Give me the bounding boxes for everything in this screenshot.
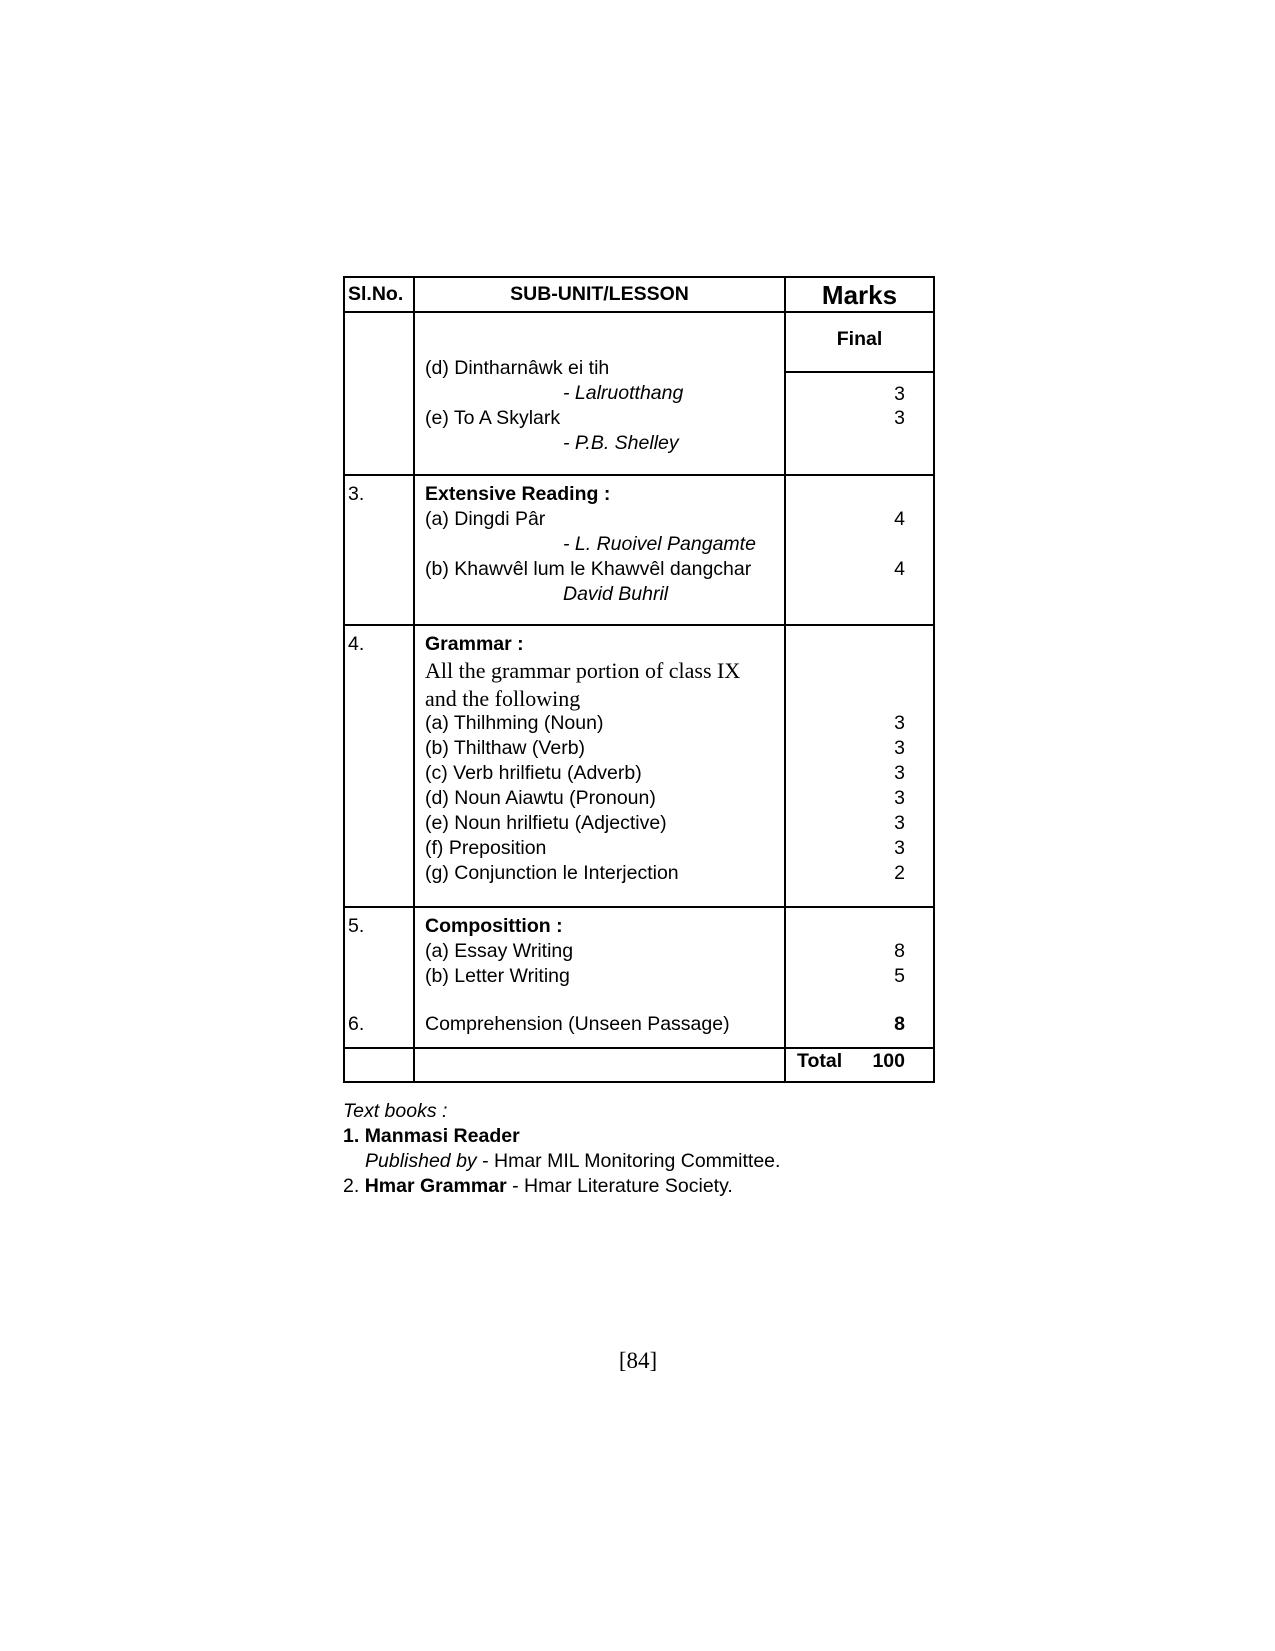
table-border-left xyxy=(343,276,345,1083)
table-border-bottom xyxy=(343,1081,935,1083)
row4-intro-line2: and the following xyxy=(425,686,581,711)
lesson-e-marks: 3 xyxy=(894,407,905,429)
row3-b-marks: 4 xyxy=(894,558,905,580)
lesson-d-title: (d) Dintharnâwk ei tih xyxy=(425,357,610,379)
lesson-d-author: - Lalruotthang xyxy=(563,382,684,404)
row5-a-marks: 8 xyxy=(894,940,905,962)
row-divider-3 xyxy=(343,474,935,476)
grammar-item-e: (e) Noun hrilfietu (Adjective) xyxy=(425,812,667,834)
row3-sl: 3. xyxy=(348,483,365,505)
textbook-1-prefix: 1. xyxy=(343,1125,365,1147)
row3-a-marks: 4 xyxy=(894,508,905,530)
textbooks-heading: Text books : xyxy=(343,1100,448,1122)
published-by-label: Published by xyxy=(365,1150,477,1172)
textbook-1-publisher: - Hmar MIL Monitoring Committee. xyxy=(476,1150,781,1172)
header-divider xyxy=(343,311,935,313)
textbook-1-publisher-line xyxy=(365,1149,780,1174)
grammar-item-a: (a) Thilhming (Noun) xyxy=(425,712,604,734)
textbook-1 xyxy=(343,1124,520,1149)
textbook-1-title: Manmasi Reader xyxy=(364,1125,520,1147)
table-border-right xyxy=(933,276,935,1083)
row4-heading: Grammar : xyxy=(425,633,524,655)
row3-b-author: David Buhril xyxy=(563,583,669,605)
col-divider-1 xyxy=(413,276,415,1083)
header-marks: Marks xyxy=(821,280,898,310)
row5-b-marks: 5 xyxy=(894,965,905,987)
header-final: Final xyxy=(836,328,883,350)
grammar-item-g-marks: 2 xyxy=(894,862,905,884)
row3-heading: Extensive Reading : xyxy=(425,483,611,505)
row-divider-4 xyxy=(343,624,935,626)
row3-b-title: (b) Khawvêl lum le Khawvêl dangchar xyxy=(425,558,752,580)
total-divider xyxy=(343,1047,935,1049)
row5-b-label: (b) Letter Writing xyxy=(425,965,570,987)
grammar-item-b: (b) Thilthaw (Verb) xyxy=(425,737,586,759)
row3-a-title: (a) Dingdi Pâr xyxy=(425,508,546,530)
grammar-item-d-marks: 3 xyxy=(894,787,905,809)
row5-a-label: (a) Essay Writing xyxy=(425,940,574,962)
row6-label: Comprehension (Unseen Passage) xyxy=(425,1013,730,1035)
grammar-item-b-marks: 3 xyxy=(894,737,905,759)
grammar-item-d: (d) Noun Aiawtu (Pronoun) xyxy=(425,787,656,809)
grammar-item-f: (f) Preposition xyxy=(425,837,547,859)
row6-marks: 8 xyxy=(894,1013,905,1035)
grammar-item-f-marks: 3 xyxy=(894,837,905,859)
row4-intro-line1: All the grammar portion of class IX xyxy=(425,658,741,683)
lesson-e-author: - P.B. Shelley xyxy=(563,432,679,454)
grammar-item-c: (c) Verb hrilfietu (Adverb) xyxy=(425,762,642,784)
grammar-item-a-marks: 3 xyxy=(894,712,905,734)
textbook-2-prefix: 2. xyxy=(343,1175,365,1197)
textbook-2 xyxy=(343,1174,733,1199)
lesson-e-title: (e) To A Skylark xyxy=(425,407,561,429)
textbook-2-publisher: - Hmar Literature Society. xyxy=(506,1175,733,1197)
textbook-2-title: Hmar Grammar xyxy=(364,1175,507,1197)
header-sub-unit: SUB-UNIT/LESSON xyxy=(510,283,689,305)
page-number: [84] xyxy=(618,1348,658,1373)
total-value: 100 xyxy=(872,1050,905,1072)
row5-sl: 5. xyxy=(348,915,365,937)
grammar-item-c-marks: 3 xyxy=(894,762,905,784)
col-divider-2 xyxy=(784,276,786,1083)
header-sl-no: Sl.No. xyxy=(348,283,404,305)
lesson-d-marks: 3 xyxy=(894,383,905,405)
total-label: Total xyxy=(797,1050,843,1072)
row-divider-5 xyxy=(343,906,935,908)
row6-sl: 6. xyxy=(348,1013,365,1035)
grammar-item-e-marks: 3 xyxy=(894,812,905,834)
grammar-item-g: (g) Conjunction le Interjection xyxy=(425,862,679,884)
table-border-top xyxy=(343,276,935,278)
final-divider xyxy=(785,371,935,373)
row4-sl: 4. xyxy=(348,633,365,655)
row5-heading: Composittion : xyxy=(425,915,563,937)
row3-a-author: - L. Ruoivel Pangamte xyxy=(563,533,756,555)
